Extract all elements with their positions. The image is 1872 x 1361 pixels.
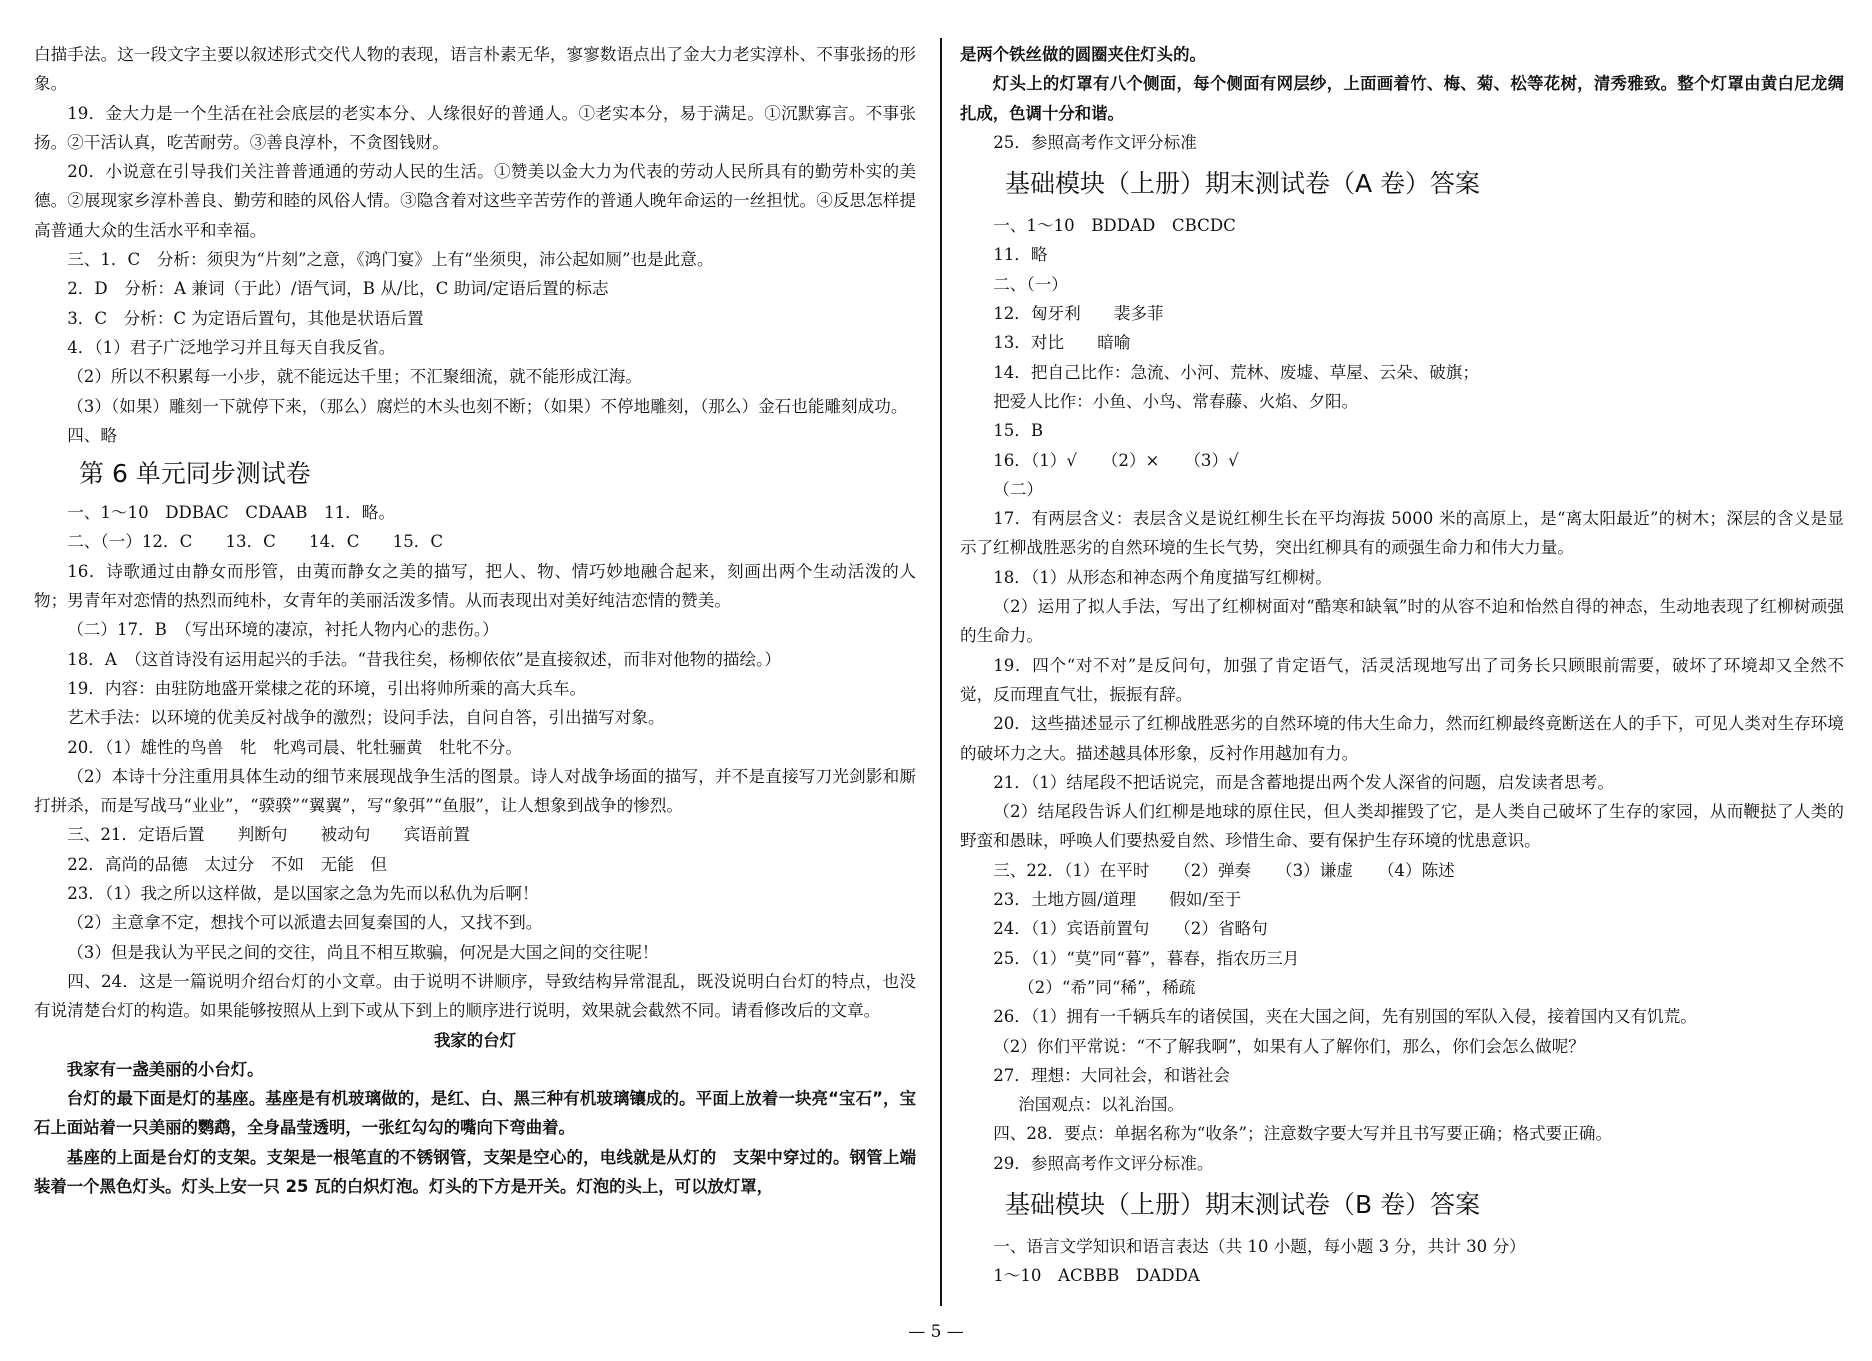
text-paragraph: （2）主意拿不定，想找个可以派遣去回复秦国的人，又找不到。: [67, 913, 543, 933]
text-paragraph: 一、1～10 BDDAD CBCDC: [993, 216, 1236, 236]
right-column: [960, 40, 1844, 1291]
text-paragraph: 20．小说意在引导我们关注普普通通的劳动人民的生活。①赞美以金大力为代表的劳动人民所具有的勤劳朴实的美德。②展现家乡淳朴善良、勤劳和睦的风俗人情。③隐含着对这些辛苦劳作的普通人晚年命运的一丝担忧。④反思怎样提高普通大众的生活水平和幸福。: [34, 162, 916, 240]
text-paragraph: 我家的台灯: [434, 1030, 516, 1050]
text-paragraph: 四、24．这是一篇说明介绍台灯的小文章。由于说明不讲顺序，导致结构异常混乱，既没说明白台灯的特点，也没有说清楚台灯的构造。如果能够按照从上到下或从下到上的顺序进行说明，效果就会截然不同。请看修改后的文章。: [34, 971, 916, 1021]
text-paragraph: （二）17．B （写出环境的凄凉，衬托人物内心的悲伤。）: [67, 620, 499, 640]
text-paragraph: （二）: [993, 479, 1043, 499]
text-paragraph: 白描手法。这一段文字主要以叙述形式交代人物的表现，语言朴素无华，寥寥数语点出了金大力老实淳朴、不事张扬的形象。: [34, 45, 916, 94]
text-paragraph: 是两个铁丝做的圆圈夹住灯头的。: [960, 45, 1206, 64]
text-paragraph: 16．诗歌通过由静女而彤管，由荑而静女之美的描写，把人、物、情巧妙地融合起来，刻画出两个生动活泼的人物；男青年对恋情的热烈而纯朴，女青年的美丽活泼多情。从而表现出对美好纯洁恋情的赞美。: [34, 561, 916, 611]
text-paragraph: 基座的上面是台灯的支架。支架是一根笔直的不锈钢管，支架是空心的，电线就是从灯的 支架中穿过的。钢管上端装着一个黑色灯头。灯头上安一只 25 瓦的白炽灯泡。灯头的下方是开关。灯泡的头上，可以放灯罩，: [34, 1147, 916, 1196]
text-paragraph: 17．有两层含义：表层含义是说红柳生长在平均海拔 5000 米的高原上，是“离太阳最近”的树木；深层的含义是显示了红柳战胜恶劣的自然环境的生长气势，突出红柳具有的顽强生命力和伟大力量。: [960, 509, 1844, 558]
text-paragraph: 21．（1）结尾段不把话说完，而是含蓄地提出两个发人深省的问题，启发读者思考。: [993, 772, 1614, 792]
text-paragraph: 把爱人比作：小鱼、小鸟、常春藤、火焰、夕阳。: [993, 391, 1359, 411]
text-paragraph: 1～10 ACBBB DADDA: [993, 1266, 1200, 1286]
text-paragraph: 一、语言文学知识和语言表达（共 10 小题，每小题 3 分，共计 30 分）: [993, 1236, 1526, 1256]
text-paragraph: 19．金大力是一个生活在社会底层的老实本分、人缘很好的普通人。①老实本分，易于满足。①沉默寡言。不事张扬。②干活认真，吃苦耐劳。③善良淳朴，不贪图钱财。: [34, 103, 916, 152]
text-paragraph: 14．把自己比作：急流、小河、荒林、废墟、草屋、云朵、破旗；: [993, 362, 1479, 382]
text-paragraph: 灯头上的灯罩有八个侧面，每个侧面有网层纱，上面画着竹、梅、菊、松等花树，清秀雅致。整个灯罩由黄白尼龙绸扎成，色调十分和谐。: [960, 74, 1844, 123]
text-paragraph: （2）本诗十分注重用具体生动的细节来展现战争生活的图景。诗人对战争场面的描写，并不是直接写刀光剑影和厮打拼杀，而是写战马“业业”，“骙骙”“翼翼”，写“象弭”“鱼服”，让人想象到战争的惨烈。: [34, 766, 916, 816]
page-number: — 5 —: [908, 1322, 964, 1342]
section-heading: 基础模块（上册）期末测试卷（A 卷）答案: [1005, 169, 1481, 199]
text-paragraph: （2）你们平常说：“不了解我啊”，如果有人了解你们，那么，你们会怎么做呢？: [993, 1036, 1585, 1056]
text-paragraph: 二、（一）: [993, 274, 1068, 294]
text-paragraph: 二、（一）12．C 13．C 14．C 15．C: [67, 532, 444, 552]
text-paragraph: 12．匈牙利 裴多菲: [993, 304, 1164, 324]
text-paragraph: 2．D 分析：A 兼词（于此）/语气词，B 从/比，C 助词/定语后置的标志: [67, 279, 609, 299]
text-paragraph: （2）结尾段告诉人们红柳是地球的原住民，但人类却摧毁了它，是人类自己破坏了生存的家园，从而鞭挞了人类的野蛮和愚昧，呼唤人们要热爱自然、珍惜生命、要有保护生存环境的忧患意识。: [960, 802, 1844, 851]
text-paragraph: （2）“希”同“稀”，稀疏: [1018, 977, 1196, 997]
text-paragraph: 13．对比 暗喻: [993, 333, 1131, 353]
text-paragraph: 18．A （这首诗没有运用起兴的手法。“昔我往矣，杨柳依依”是直接叙述，而非对他物的描绘。）: [67, 649, 781, 669]
text-paragraph: 治国观点：以礼治国。: [1018, 1095, 1185, 1115]
text-paragraph: （2）所以不积累每一小步，就不能远达千里；不汇聚细流，就不能形成江海。: [67, 367, 642, 387]
text-paragraph: 20．这些描述显示了红柳战胜恶劣的自然环境的伟大生命力，然而红柳最终竟断送在人的手下，可见人类对生存环境的破坏力之大。描述越具体形象，反衬作用越加有力。: [960, 714, 1844, 763]
text-paragraph: 一、1～10 DDBAC CDAAB 11．略。: [67, 503, 395, 523]
text-paragraph: 27．理想：大同社会，和谐社会: [993, 1065, 1231, 1085]
text-paragraph: 四、28．要点：单据名称为“收条”；注意数字要大写并且书写要正确；格式要正确。: [993, 1124, 1613, 1144]
text-paragraph: 26．（1）拥有一千辆兵车的诸侯国，夹在大国之间，先有别国的军队入侵，接着国内又有饥荒。: [993, 1007, 1697, 1027]
text-paragraph: 4．（1）君子广泛地学习并且每天自我反省。: [67, 337, 396, 357]
text-paragraph: 15．B: [993, 421, 1044, 441]
text-paragraph: 24．（1）宾语前置句 （2）省略句: [993, 919, 1268, 939]
text-paragraph: 23．（1）我之所以这样做，是以国家之急为先而以私仇为后啊！: [67, 884, 539, 904]
text-paragraph: 四、略: [67, 425, 117, 445]
text-paragraph: （3）但是我认为平民之间的交往，尚且不相互欺骗，何况是大国之间的交往呢！: [67, 942, 659, 962]
text-paragraph: 16．（1）√ （2）× （3）√: [993, 450, 1239, 470]
text-paragraph: 三、1．C 分析：须臾为“片刻”之意，《鸿门宴》上有“坐须臾，沛公起如厕”也是此意。: [67, 250, 714, 270]
text-paragraph: 29．参照高考作文评分标准。: [993, 1153, 1214, 1173]
text-paragraph: 19．四个“对不对”是反问句，加强了肯定语气，活灵活现地写出了司务长只顾眼前需要，破坏了环境却又全然不觉，反而理直气壮，振振有辞。: [960, 655, 1844, 704]
text-paragraph: 18．（1）从形态和神态两个角度描写红柳树。: [993, 567, 1332, 587]
text-paragraph: 20．（1）雄性的鸟兽 牝 牝鸡司晨、牝牡骊黄 牡牝不分。: [67, 737, 522, 757]
section-heading: 基础模块（上册）期末测试卷（B 卷）答案: [1005, 1189, 1481, 1219]
text-paragraph: 我家有一盏美丽的小台灯。: [66, 1059, 264, 1079]
text-paragraph: （2）运用了拟人手法，写出了红柳树面对“酷寒和缺氧”时的从容不迫和怡然自得的神态，生动地表现了红柳树顽强的生命力。: [960, 597, 1844, 646]
text-paragraph: 艺术手法：以环境的优美反衬战争的激烈；设问手法，自问自答，引出描写对象。: [67, 708, 665, 728]
section-heading: 第 6 单元同步测试卷: [79, 459, 311, 489]
left-column: [34, 40, 916, 1201]
text-paragraph: 25．（1）“莫”同“暮”，暮春，指农历三月: [993, 948, 1300, 968]
text-paragraph: （3）（如果）雕刻一下就停下来，（那么）腐烂的木头也刻不断；（如果）不停地雕刻，（那么）金石也能雕刻成功。: [67, 396, 908, 416]
text-paragraph: 23．土地方圆/道理 假如/至于: [993, 890, 1242, 910]
text-paragraph: 三、21．定语后置 判断句 被动句 宾语前置: [67, 825, 470, 845]
text-paragraph: 22．高尚的品德 太过分 不如 无能 但: [67, 854, 387, 874]
text-paragraph: 三、22．（1）在平时 （2）弹奏 （3）谦虚 （4）陈述: [993, 860, 1455, 880]
text-paragraph: 19．内容：由驻防地盛开棠棣之花的环境，引出将帅所乘的高大兵车。: [67, 678, 587, 698]
text-paragraph: 台灯的最下面是灯的基座。基座是有机玻璃做的，是红、白、黑三种有机玻璃镶成的。平面上放着一块亮“宝石”，宝石上面站着一只美丽的鹦鹉，全身晶莹透明，一张红勾勾的嘴向下弯曲着。: [34, 1089, 916, 1138]
text-paragraph: 3．C 分析：C 为定语后置句，其他是状语后置: [67, 308, 424, 328]
text-paragraph: 25．参照高考作文评分标准: [993, 132, 1197, 152]
column-divider: [940, 38, 942, 1306]
text-paragraph: 11．略: [993, 245, 1048, 265]
